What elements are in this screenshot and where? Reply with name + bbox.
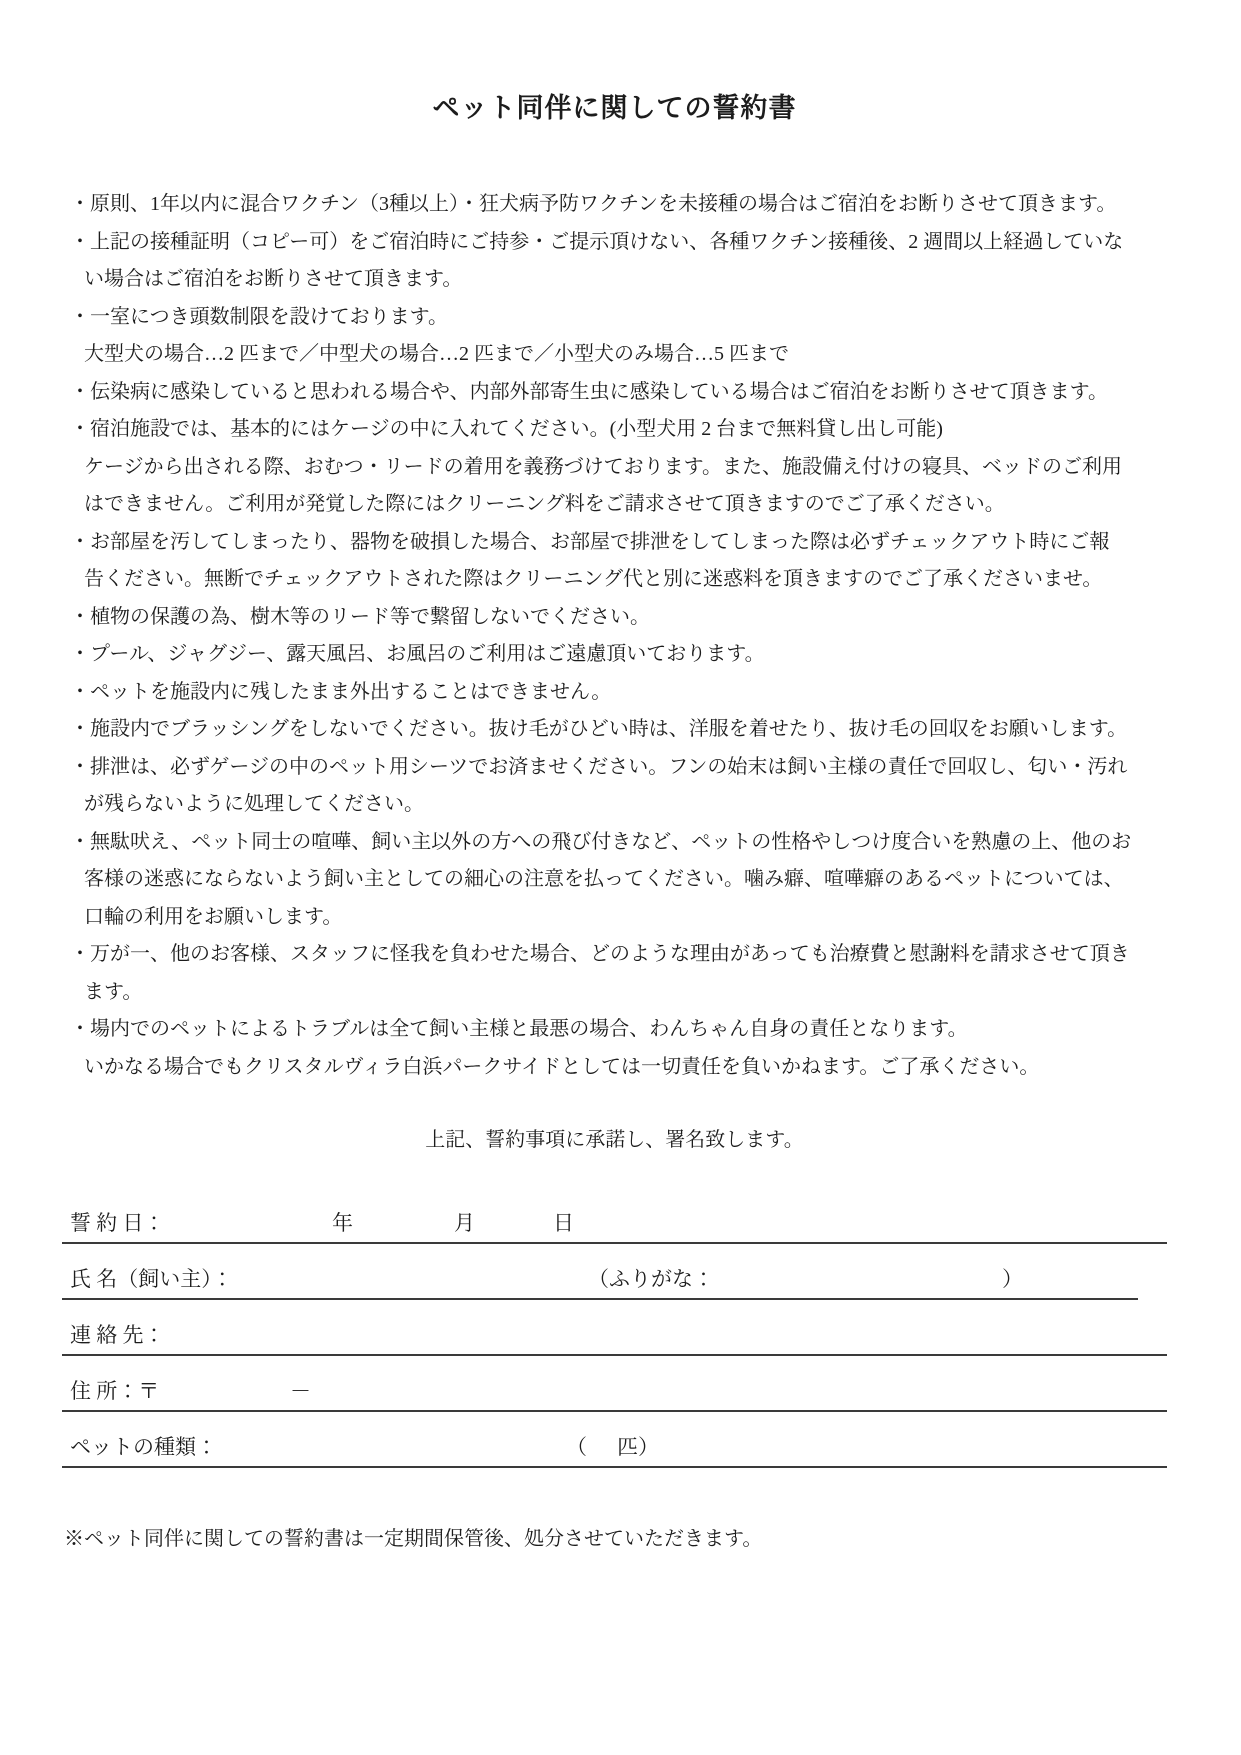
pet-type-row <box>62 1412 1167 1468</box>
rule-line: ・お部屋を汚してしまったり、器物を破損した場合、お部屋で排泄をしてしまった際は必ずチェックアウト時にご報 <box>70 530 1110 553</box>
contact-row <box>62 1300 1167 1356</box>
rule-line: 大型犬の場合…2 匹まで／中型犬の場合…2 匹まで／小型犬のみ場合…5 匹まで <box>84 343 789 365</box>
rule-line: ・無駄吠え、ペット同士の喧嘩、飼い主以外の方への飛び付きなど、ペットの性格やしつけ度合いを熟慮の上、他のお <box>70 830 1132 853</box>
rule-line: 客様の迷惑にならないよう飼い主としての細心の注意を払ってください。噛み癖、喧嘩癖のあるペットについては、 <box>84 868 1124 890</box>
rule-line: 口輪の利用をお願いします。 <box>84 905 343 928</box>
rule-line: ・原則、1年以内に混合ワクチン（3種以上）・狂犬病予防ワクチンを未接種の場合はご宿泊をお断りさせて頂きます。 <box>70 193 1117 215</box>
rule-line: いかなる場合でもクリスタルヴィラ白浜パークサイドとしては一切責任を負いかねます。ご了承ください。 <box>84 1055 1040 1078</box>
owner-name-label: 氏 名（飼い主）： <box>70 1267 233 1291</box>
pet-type-label: ペットの種類： <box>70 1435 217 1459</box>
retention-footnote: ※ペット同伴に関しての誓約書は一定期間保管後、処分させていただきます。 <box>64 1528 763 1550</box>
rule-line: ・植物の保護の為、樹木等のリード等で繋留しないでください。 <box>70 605 650 628</box>
pet-count-unit: 匹） <box>617 1435 659 1459</box>
rule-line: ケージから出される際、おむつ・リードの着用を義務づけております。また、施設備え付けの寝具、ベッドのご利用 <box>84 455 1122 478</box>
rule-line: ・ペットを施設内に残したまま外出することはできません。 <box>70 680 612 703</box>
address-row <box>62 1356 1167 1412</box>
rule-line: ・排泄は、必ずゲージの中のペット用シーツでお済ませください。フンの始末は飼い主様の責任で回収し、匂い・汚れ <box>70 755 1128 778</box>
consent-line: 上記、誓約事項に承諾し、署名致します。 <box>425 1129 804 1151</box>
furigana-label: （ふりがな： <box>588 1267 714 1291</box>
rule-line: ・場内でのペットによるトラブルは全て飼い主様と最悪の場合、わんちゃん自身の責任となります。 <box>70 1018 968 1040</box>
month-label: 月 <box>454 1211 475 1235</box>
rule-line: ・伝染病に感染していると思われる場合や、内部外部寄生虫に感染している場合はご宿泊をお断りさせて頂きます。 <box>70 380 1108 403</box>
pet-count-open-paren: （ <box>566 1435 587 1459</box>
owner-name-row <box>62 1244 1138 1300</box>
rule-line: ・万が一、他のお客様、スタッフに怪我を負わせた場合、どのような理由があっても治療費と慰謝料を請求させて頂き <box>70 943 1130 965</box>
pledge-date-row <box>62 1188 1167 1244</box>
address-label: 住 所：〒 <box>70 1379 160 1403</box>
pledge-date-label: 誓 約 日： <box>70 1211 165 1235</box>
contact-label: 連 絡 先： <box>70 1323 165 1347</box>
furigana-close-paren: ） <box>1002 1267 1023 1291</box>
rules-list <box>62 186 1167 1086</box>
rule-line: ・一室につき頭数制限を設けております。 <box>70 305 448 328</box>
year-label: 年 <box>332 1211 353 1235</box>
rule-line: はできません。ご利用が発覚した際にはクリーニング料をご請求させて頂きますのでご了承ください。 <box>84 493 1005 515</box>
rule-line: 告ください。無断でチェックアウトされた際はクリーニング代と別に迷惑料を頂きますのでご了承くださいませ。 <box>84 568 1103 590</box>
rule-line: ・上記の接種証明（コピー可）をご宿泊時にご持参・ご提示頂けない、各種ワクチン接種後、2 週間以上経過していな <box>70 230 1124 253</box>
postal-code-dash: － <box>290 1379 311 1403</box>
document-title: ペット同伴に関しての誓約書 <box>432 93 797 123</box>
rule-line: が残らないように処理してください。 <box>84 793 424 815</box>
signature-section <box>62 1188 1167 1468</box>
rule-line: い場合はご宿泊をお断りさせて頂きます。 <box>84 268 463 290</box>
rule-line: ・宿泊施設では、基本的にはケージの中に入れてください。(小型犬用 2 台まで無料貸し出し可能) <box>70 418 943 440</box>
day-label: 日 <box>553 1211 574 1235</box>
rule-line: ・施設内でブラッシングをしないでください。抜け毛がひどい時は、洋服を着せたり、抜け毛の回収をお願いします。 <box>70 718 1128 740</box>
rule-line: ます。 <box>84 980 143 1003</box>
rule-line: ・プール、ジャグジー、露天風呂、お風呂のご利用はご遠慮頂いております。 <box>70 643 765 665</box>
